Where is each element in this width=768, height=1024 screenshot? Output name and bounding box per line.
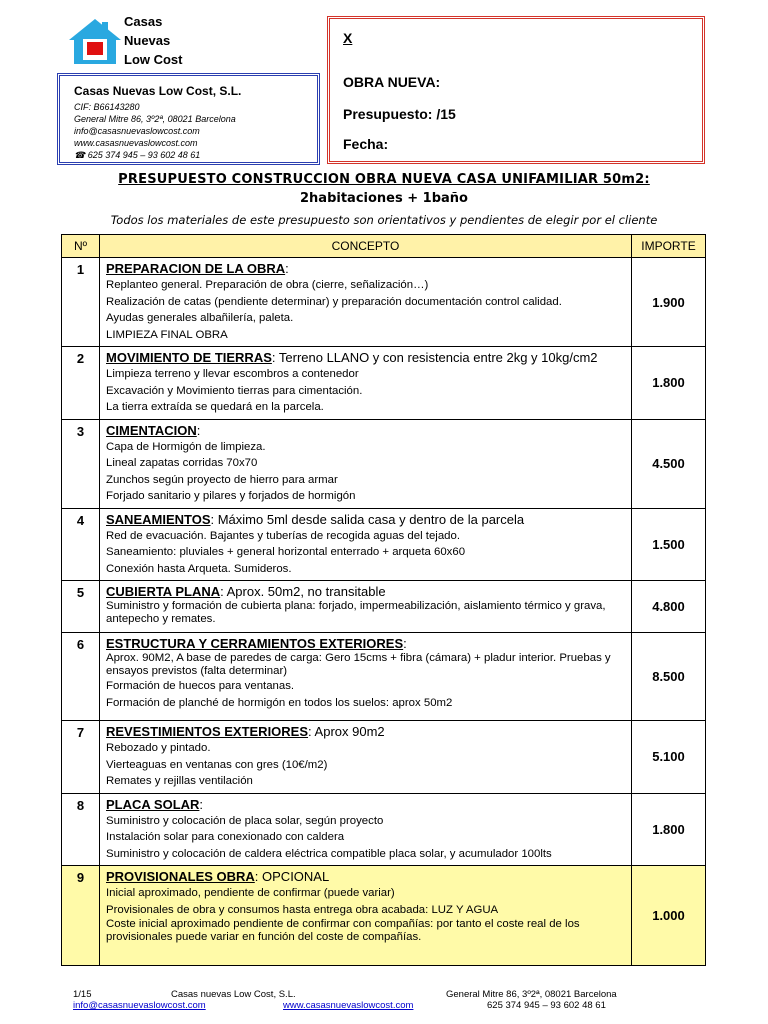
item-line: Capa de Hormigón de limpieza. (106, 440, 266, 453)
item-title-detail: : (196, 422, 201, 438)
document-info-box (327, 16, 705, 164)
item-line: Remates y rejillas ventilación (106, 775, 253, 787)
brand-line: Nuevas (124, 33, 171, 48)
table-header-row (62, 235, 706, 258)
item-title-detail: : (285, 261, 289, 276)
item-importe: 4.800 (632, 581, 706, 633)
item-concept (100, 347, 632, 420)
item-concept (100, 866, 632, 966)
item-line: Formación de huecos para ventanas. (106, 680, 295, 692)
company-info-box (57, 73, 320, 165)
item-title-detail: : (403, 636, 407, 651)
item-importe: 5.100 (632, 721, 706, 794)
item-number: 1 (62, 258, 100, 347)
item-importe: 1.500 (632, 508, 706, 581)
item-number: 5 (62, 581, 100, 633)
table-row (62, 633, 706, 721)
item-line: Suministro y colocación de caldera eléctrica compatible placa solar, y acumulador 100lts (106, 847, 552, 860)
item-title (106, 635, 627, 652)
company-email: info@casasnuevaslowcost.com (74, 126, 200, 136)
item-number: 9 (62, 866, 100, 966)
table-row (62, 581, 706, 633)
company-web: www.casasnuevaslowcost.com (74, 138, 198, 148)
item-line: Limpieza terreno y llevar escombros a contenedor (106, 368, 359, 380)
item-line: Zunchos según proyecto de hierro para armar (106, 473, 338, 486)
item-title-detail: : Aprox. 50m2, no transitable (220, 584, 386, 599)
item-line: Rebozado y pintado. (106, 742, 211, 754)
item-title (106, 583, 627, 600)
header-num: Nº (62, 235, 100, 258)
item-line: Formación de planché de hormigón en todos los suelos: aprox 50m2 (106, 696, 453, 709)
materials-note: Todos los materiales de este presupuesto son orientativos y pendientes de elegir por el cliente (110, 213, 658, 227)
item-concept (100, 508, 632, 581)
item-title (106, 422, 627, 439)
obra-label: OBRA NUEVA: (343, 74, 441, 90)
item-title-main: PLACA SOLAR (106, 796, 200, 812)
item-number: 6 (62, 633, 100, 721)
item-concept (100, 581, 632, 633)
company-cif: CIF: B66143280 (74, 102, 140, 112)
item-title-detail: : OPCIONAL (254, 869, 330, 884)
table-row (62, 419, 706, 508)
header-importe: IMPORTE (632, 235, 706, 258)
table-row (62, 347, 706, 420)
item-number: 7 (62, 721, 100, 794)
item-title-main: PREPARACION DE LA OBRA (106, 261, 286, 276)
item-line: Instalación solar para conexionado con caldera (106, 831, 345, 843)
item-line: Replanteo general. Preparación de obra (cierre, señalización…) (106, 279, 429, 291)
item-title-main: CIMENTACION (106, 422, 197, 438)
item-line: La tierra extraída se quedará en la parcela. (106, 401, 324, 413)
main-title: PRESUPUESTO CONSTRUCCION OBRA NUEVA CASA UNIFAMILIAR 50m2: (118, 172, 650, 187)
item-title-detail: : Aprox 90m2 (308, 724, 385, 739)
item-line: Ayudas generales albañilería, paleta. (106, 312, 294, 324)
footer-web-link[interactable]: www.casasnuevaslowcost.com (283, 1000, 414, 1011)
item-number: 4 (62, 508, 100, 581)
doc-mark: X (343, 30, 353, 46)
item-number: 8 (62, 793, 100, 866)
company-address: General Mitre 86, 3º2ª, 08021 Barcelona (74, 114, 236, 124)
table-row (62, 793, 706, 866)
item-line: Suministro y colocación de placa solar, según proyecto (106, 814, 384, 827)
item-title-detail: : Máximo 5ml desde salida casa y dentro de la parcela (210, 511, 525, 527)
item-title (106, 511, 627, 528)
footer-address: General Mitre 86, 3º2ª, 08021 Barcelona (446, 989, 617, 1000)
item-title (106, 260, 627, 277)
item-title-main: REVESTIMIENTOS EXTERIORES (106, 724, 309, 739)
brand-line: Casas (124, 14, 163, 29)
item-importe: 8.500 (632, 633, 706, 721)
item-line: Aprox. 90M2, A base de paredes de carga: Gero 15cms + fibra (cámara) + pladur interior. Pruebas y ensayos previstos (falta determinar) (106, 652, 611, 677)
item-title (106, 868, 627, 885)
item-importe: 1.900 (632, 258, 706, 347)
item-line: Forjado sanitario y pilares y forjados de hormigón (106, 490, 356, 502)
footer-page: 1/15 (73, 989, 92, 1000)
header-concept: CONCEPTO (100, 235, 632, 258)
footer-phones: 625 374 945 – 93 602 48 61 (487, 1000, 606, 1011)
budget-table (61, 234, 706, 966)
item-title (106, 796, 627, 813)
brand-name (124, 12, 183, 69)
item-concept (100, 633, 632, 721)
table-row (62, 258, 706, 347)
footer-email-link[interactable]: info@casasnuevaslowcost.com (73, 1000, 206, 1011)
item-line: Red de evacuación. Bajantes y tuberías de recogida aguas del tejado. (106, 529, 460, 542)
table-row (62, 508, 706, 581)
item-line: Realización de catas (pendiente determinar) y preparación documentación control calidad. (106, 295, 562, 308)
item-title-main: ESTRUCTURA Y CERRAMIENTOS EXTERIORES (106, 636, 404, 651)
fecha-label: Fecha: (343, 136, 389, 152)
item-line: Vierteaguas en ventanas con gres (10€/m2) (106, 758, 328, 771)
item-importe: 1.000 (632, 866, 706, 966)
house-logo-icon (68, 18, 122, 64)
item-title-main: PROVISIONALES OBRA (106, 869, 255, 884)
item-concept (100, 721, 632, 794)
table-row (62, 721, 706, 794)
item-line: LIMPIEZA FINAL OBRA (106, 328, 228, 341)
item-line: Excavación y Movimiento tierras para cimentación. (106, 384, 363, 397)
item-concept (100, 258, 632, 347)
item-importe: 1.800 (632, 793, 706, 866)
item-number: 2 (62, 347, 100, 420)
item-importe: 1.800 (632, 347, 706, 420)
item-title-main: SANEAMIENTOS (106, 511, 211, 527)
item-line: Provisionales de obra y consumos hasta entrega obra acabada: LUZ Y AGUA (106, 903, 499, 916)
item-line: Conexión hasta Arqueta. Sumideros. (106, 562, 292, 575)
item-line: Saneamiento: pluviales + general horizontal enterrado + arqueta 60x60 (106, 546, 466, 558)
item-title-detail: : (199, 796, 204, 812)
item-title-detail: : Terreno LLANO y con resistencia entre 2kg y 10kg/cm2 (271, 350, 598, 365)
company-name: Casas Nuevas Low Cost, S.L. (74, 84, 242, 98)
item-line: Lineal zapatas corridas 70x70 (106, 457, 258, 469)
item-importe: 4.500 (632, 419, 706, 508)
item-line: Inicial aproximado, pendiente de confirmar (puede variar) (106, 887, 395, 899)
item-title-main: MOVIMIENTO DE TIERRAS (106, 350, 272, 365)
brand-line: Low Cost (124, 52, 183, 67)
item-title (106, 349, 627, 366)
item-title (106, 723, 627, 740)
company-phone: ☎ 625 374 945 – 93 602 48 61 (74, 150, 201, 160)
item-line: Suministro y formación de cubierta plana: forjado, impermeabilización, aislamiento térmico y grava, antepecho y remates. (106, 600, 606, 625)
item-number: 3 (62, 419, 100, 508)
item-line: Coste inicial aproximado pendiente de confirmar con compañías: por tanto el coste real de los provisionales puede variar en función del coste de compañías. (106, 918, 580, 943)
table-body (62, 258, 706, 966)
item-title-main: CUBIERTA PLANA (106, 584, 221, 599)
item-concept (100, 419, 632, 508)
item-concept (100, 793, 632, 866)
table-row (62, 866, 706, 966)
footer-company: Casas nuevas Low Cost, S.L. (171, 989, 296, 1000)
presupuesto-label: Presupuesto: /15 (343, 106, 456, 122)
sub-title: 2habitaciones + 1baño (300, 191, 468, 206)
